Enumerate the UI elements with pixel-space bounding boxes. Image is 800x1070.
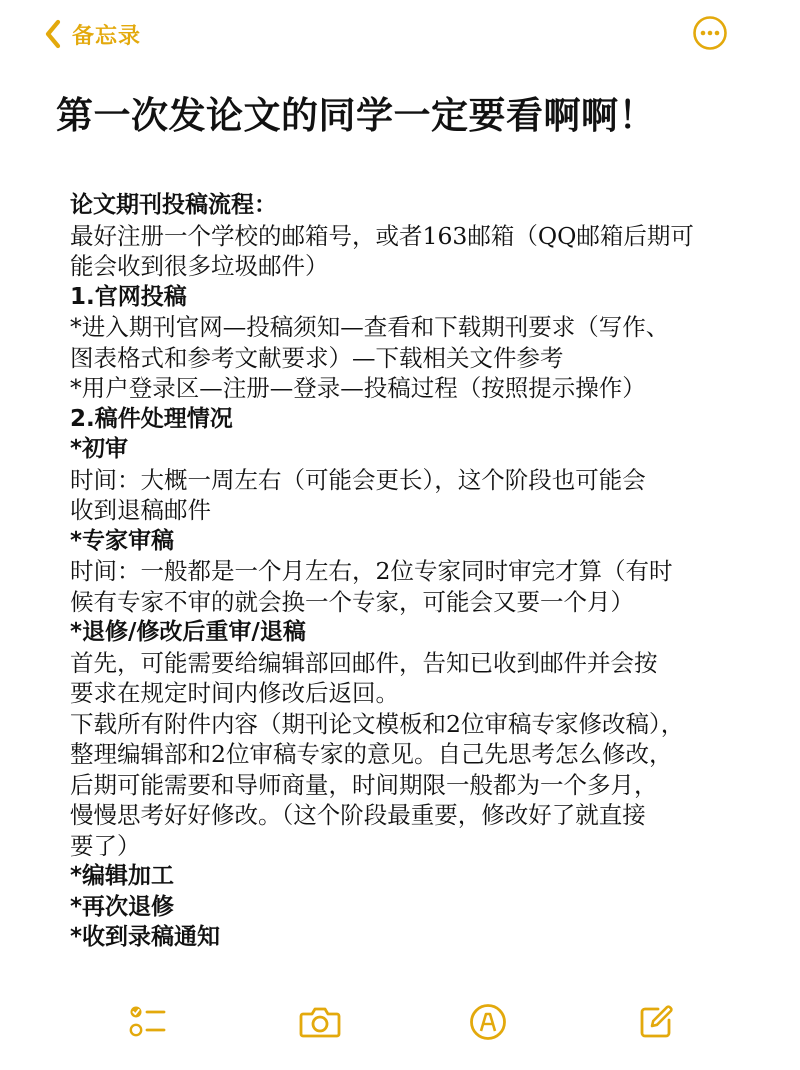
note-heading-line: *退修/修改后重审/退稿 [70,619,306,645]
camera-button[interactable] [298,1000,342,1044]
back-button[interactable] [44,16,141,52]
bottom-toolbar [0,995,800,1055]
note-text-line: 要了） [70,831,141,860]
note-text-line: 下载所有附件内容（期刊论文模板和2位审稿专家修改稿）， [70,709,685,738]
note-text-line: 首先，可能需要给编辑部回邮件，告知已收到邮件并会按 [70,648,658,677]
note-text-line: 时间：大概一周左右（可能会更长），这个阶段也可能会 [70,465,646,494]
note-heading-line: *再次退修 [70,893,175,920]
note-text-line: *用户登录区—注册—登录—投稿过程（按照提示操作） [70,374,646,402]
note-heading-line: 2.稿件处理情况 [70,405,233,432]
note-text-line: 候有专家不审的就会换一个专家，可能会又要一个月） [70,587,634,616]
note-text-line: 能会收到很多垃圾邮件） [70,252,329,280]
note-heading-line: *编辑加工 [70,863,175,889]
note-text-line: 后期可能需要和导师商量，时间期限一般都为一个多月， [70,770,658,799]
note-heading-line: *初审 [70,436,129,462]
note-heading-line: 论文期刊投稿流程： [70,192,277,218]
camera-icon [298,1002,342,1042]
note-heading-line: 1.官网投稿 [70,283,187,310]
back-label: 备忘录 [72,23,142,49]
chevron-left-icon [44,19,62,49]
checklist-icon [127,1001,169,1043]
markup-pen-icon [468,1002,508,1042]
note-heading-line: *专家审稿 [70,527,175,554]
note-text-line: 整理编辑部和2位审稿专家的意见。自己先思考怎么修改， [70,740,673,768]
note-heading-line: *收到录稿通知 [70,924,221,950]
note-body[interactable] [70,190,760,953]
compose-button[interactable] [634,1000,678,1044]
navigation-bar [0,0,800,70]
markup-button[interactable] [466,1000,510,1044]
note-text-line: 最好注册一个学校的邮箱号，或者163邮箱（QQ邮箱后期可 [70,221,694,250]
more-button[interactable] [692,15,728,51]
note-text-line: 收到退稿邮件 [70,496,211,524]
note-title: 第一次发论文的同学一定要看啊啊！ [56,94,656,137]
compose-icon [636,1002,676,1042]
note-text-line: 要求在规定时间内修改后返回。 [70,679,399,707]
note-text-line: *进入期刊官网—投稿须知—查看和下载期刊要求（写作、 [70,313,670,341]
checklist-button[interactable] [126,1000,170,1044]
more-ellipsis-circle-icon [692,15,728,51]
note-text-line: 慢慢思考好好修改。（这个阶段最重要，修改好了就直接 [70,801,646,829]
note-text-line: 时间：一般都是一个月左右，2位专家同时审完才算（有时 [70,557,673,585]
note-text-line: 图表格式和参考文献要求）—下载相关文件参考 [70,343,564,372]
